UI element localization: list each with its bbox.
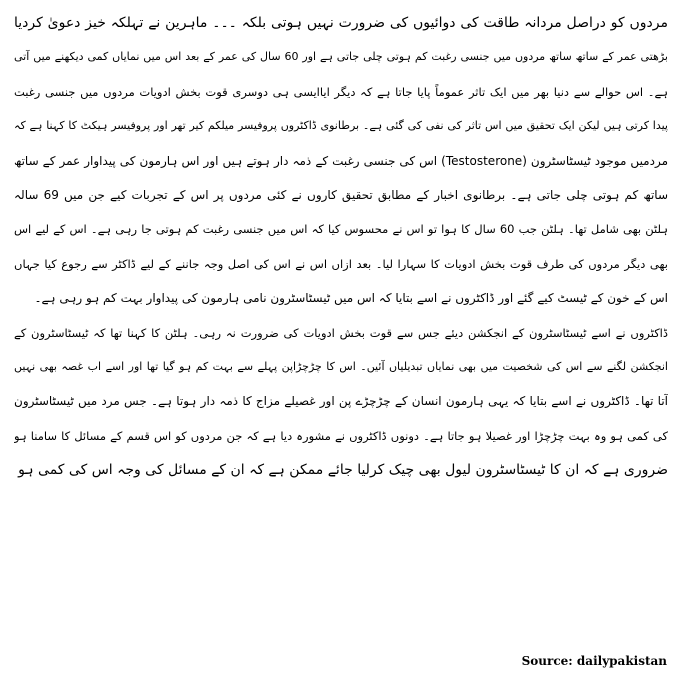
source-credit: Source: dailypakistan bbox=[521, 654, 667, 668]
article-line: مردوں کو دراصل مردانہ طاقت کی دوائیوں کی ضرورت نہیں ہوتی بلکہ ۔۔۔ ماہرین نے تہلکہ خیز دعویٰ کردیا bbox=[14, 15, 668, 31]
article-body bbox=[14, 6, 668, 487]
article-line: آتا تھا۔ ڈاکٹروں نے اسے بتایا کہ یہی ہارمون انسان کے چڑچڑے پن اور غصیلے مزاج کا ذمہ دار ہوتا ہے۔ جس مرد میں ٹیسٹاسٹرون bbox=[14, 394, 668, 409]
article-line: ضروری ہے کہ ان کا ٹیسٹاسٹرون لیول بھی چیک کرلیا جائے ممکن ہے کہ ان کے مسائل کی وجہ اس کی کمی ہو bbox=[18, 462, 668, 479]
article-line: کی کمی ہو وہ بہت چڑچڑا اور غصیلا ہو جاتا ہے۔ دونوں ڈاکٹروں نے مشورہ دیا ہے کہ جن مردوں کو اس قسم کے مسائل کا سامنا ہو bbox=[14, 428, 668, 443]
article-line: بھی دیگر مردوں کی طرف قوت بخش ادویات کا سہارا لیا۔ بعد ازاں اس نے اس کی اصل وجہ جاننے کے لیے ڈاکٹر سے رجوع کیا جہاں bbox=[14, 256, 668, 271]
article-line: ساتھ کم ہوتی چلی جاتی ہے۔ برطانوی اخبار کے مطابق تحقیق کاروں نے کئی مردوں پر اس کے تجربات کیے جن میں 69 سالہ bbox=[14, 187, 668, 202]
article-line: پیدا کرتی ہیں لیکن ایک تحقیق میں اس تاثر کی نفی کی گئی ہے۔ برطانوی ڈاکٹروں پروفیسر میلکم کیر تھر اور پروفیسر ہیکٹ کا کہنا ہے کہ bbox=[14, 119, 668, 133]
article-line: ڈاکٹروں نے اسے ٹیسٹاسٹرون کے انجکشن دیئے جس سے قوت بخش ادویات کی ضرورت نہ رہی۔ ہلٹن کا کہنا تھا کہ ٹیسٹاسٹرون کے bbox=[14, 325, 668, 340]
article-line: انجکشن لگنے سے اس کی شخصیت میں بھی نمایاں تبدیلیاں آئیں۔ اس کا چڑچڑاپن پہلے سے بہت کم ہو گیا تھا اور اسے اب غصہ بھی نہیں bbox=[14, 359, 668, 373]
article-line: اس کے خون کے ٹیسٹ کیے گئے اور ڈاکٹروں نے اسے بتایا کہ اس میں ٹیسٹاسٹرون نامی ہارمون کی پیداوار بہت کم ہو رہی ہے۔ bbox=[34, 291, 668, 306]
article-line: بڑھتی عمر کے ساتھ ساتھ مردوں میں جنسی رغبت کم ہوتی چلی جاتی ہے اور 60 سال کی عمر کے بعد اس میں نمایاں کمی دیکھنے میں آتی bbox=[14, 50, 668, 64]
article-line: مردمیں موجود ٹیسٹاسٹرون (Testosterone) اس کی جنسی رغبت کے ذمہ دار ہوتے ہیں اور اس ہارمون کی پیداوار عمر کے ساتھ bbox=[14, 153, 668, 168]
article-line: ہلٹن بھی شامل تھا۔ ہلٹن جب 60 سال کا ہوا تو اس نے محسوس کیا کہ اس میں جنسی رغبت کم ہوتی جا رہی ہے۔ اس کے لیے اس bbox=[14, 222, 668, 237]
article-line: ہے۔ اس حوالے سے دنیا بھر میں ایک تاثر عموماً پایا جاتا ہے کہ دیگر ایاایسی ہی دوسری قوت بخش ادویات مردوں میں جنسی رغبت bbox=[14, 84, 668, 99]
